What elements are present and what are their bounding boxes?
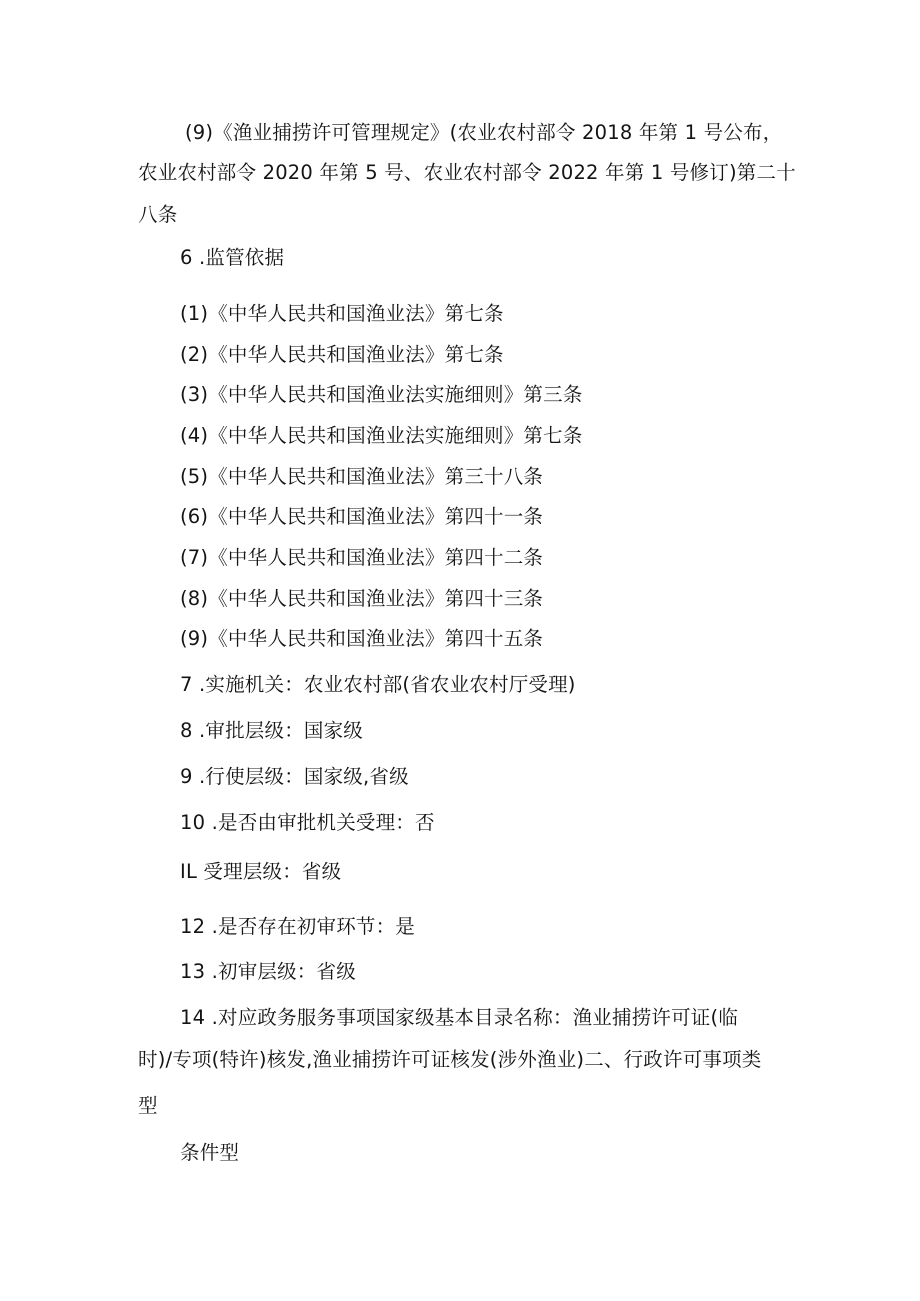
section-9-exercise-level: 9 .行使层级：国家级,省级 bbox=[180, 765, 409, 788]
basis-item-1: (1)《中华人民共和国渔业法》第七条 bbox=[180, 302, 504, 325]
section-11-acceptance-level: IL 受理层级：省级 bbox=[180, 860, 342, 883]
basis-item-7: (7)《中华人民共和国渔业法》第四十二条 bbox=[180, 546, 544, 569]
section-12-preliminary-review: 12 .是否存在初审环节：是 bbox=[180, 915, 416, 938]
section-7-agency: 7 .实施机关：农业农村部(省农业农村厅受理) bbox=[180, 673, 576, 696]
basis-item-6: (6)《中华人民共和国渔业法》第四十一条 bbox=[180, 505, 544, 528]
basis-item-4: (4)《中华人民共和国渔业法实施细则》第七条 bbox=[180, 424, 583, 447]
basis-item-2: (2)《中华人民共和国渔业法》第七条 bbox=[180, 343, 504, 366]
ref-item-9-line-3: 八条 bbox=[138, 203, 178, 226]
ref-item-9-line-1: (9)《渔业捕捞许可管理规定》(农业农村部令 2018 年第 1 号公布， bbox=[185, 121, 783, 144]
license-type-value: 条件型 bbox=[180, 1141, 240, 1164]
ref-item-9-line-2: 农业农村部令 2020 年第 5 号、农业农村部令 2022 年第 1 号修订)第二十 bbox=[138, 161, 796, 184]
basis-item-5: (5)《中华人民共和国渔业法》第三十八条 bbox=[180, 465, 544, 488]
section-6-heading: 6 .监管依据 bbox=[180, 246, 285, 269]
section-10-accepted-by-approver: 10 .是否由审批机关受理：否 bbox=[180, 811, 435, 834]
basis-item-8: (8)《中华人民共和国渔业法》第四十三条 bbox=[180, 587, 544, 610]
section-8-approval-level: 8 .审批层级：国家级 bbox=[180, 719, 364, 742]
basis-item-9: (9)《中华人民共和国渔业法》第四十五条 bbox=[180, 627, 544, 650]
section-14-line-2: 时)/专项(特许)核发,渔业捕捞许可证核发(涉外渔业)二、行政许可事项类 bbox=[138, 1048, 762, 1071]
section-14-line-3: 型 bbox=[138, 1094, 158, 1117]
section-14-line-1: 14 .对应政务服务事项国家级基本目录名称：渔业捕捞许可证(临 bbox=[180, 1006, 739, 1029]
basis-item-3: (3)《中华人民共和国渔业法实施细则》第三条 bbox=[180, 383, 583, 406]
section-13-preliminary-level: 13 .初审层级：省级 bbox=[180, 960, 356, 983]
